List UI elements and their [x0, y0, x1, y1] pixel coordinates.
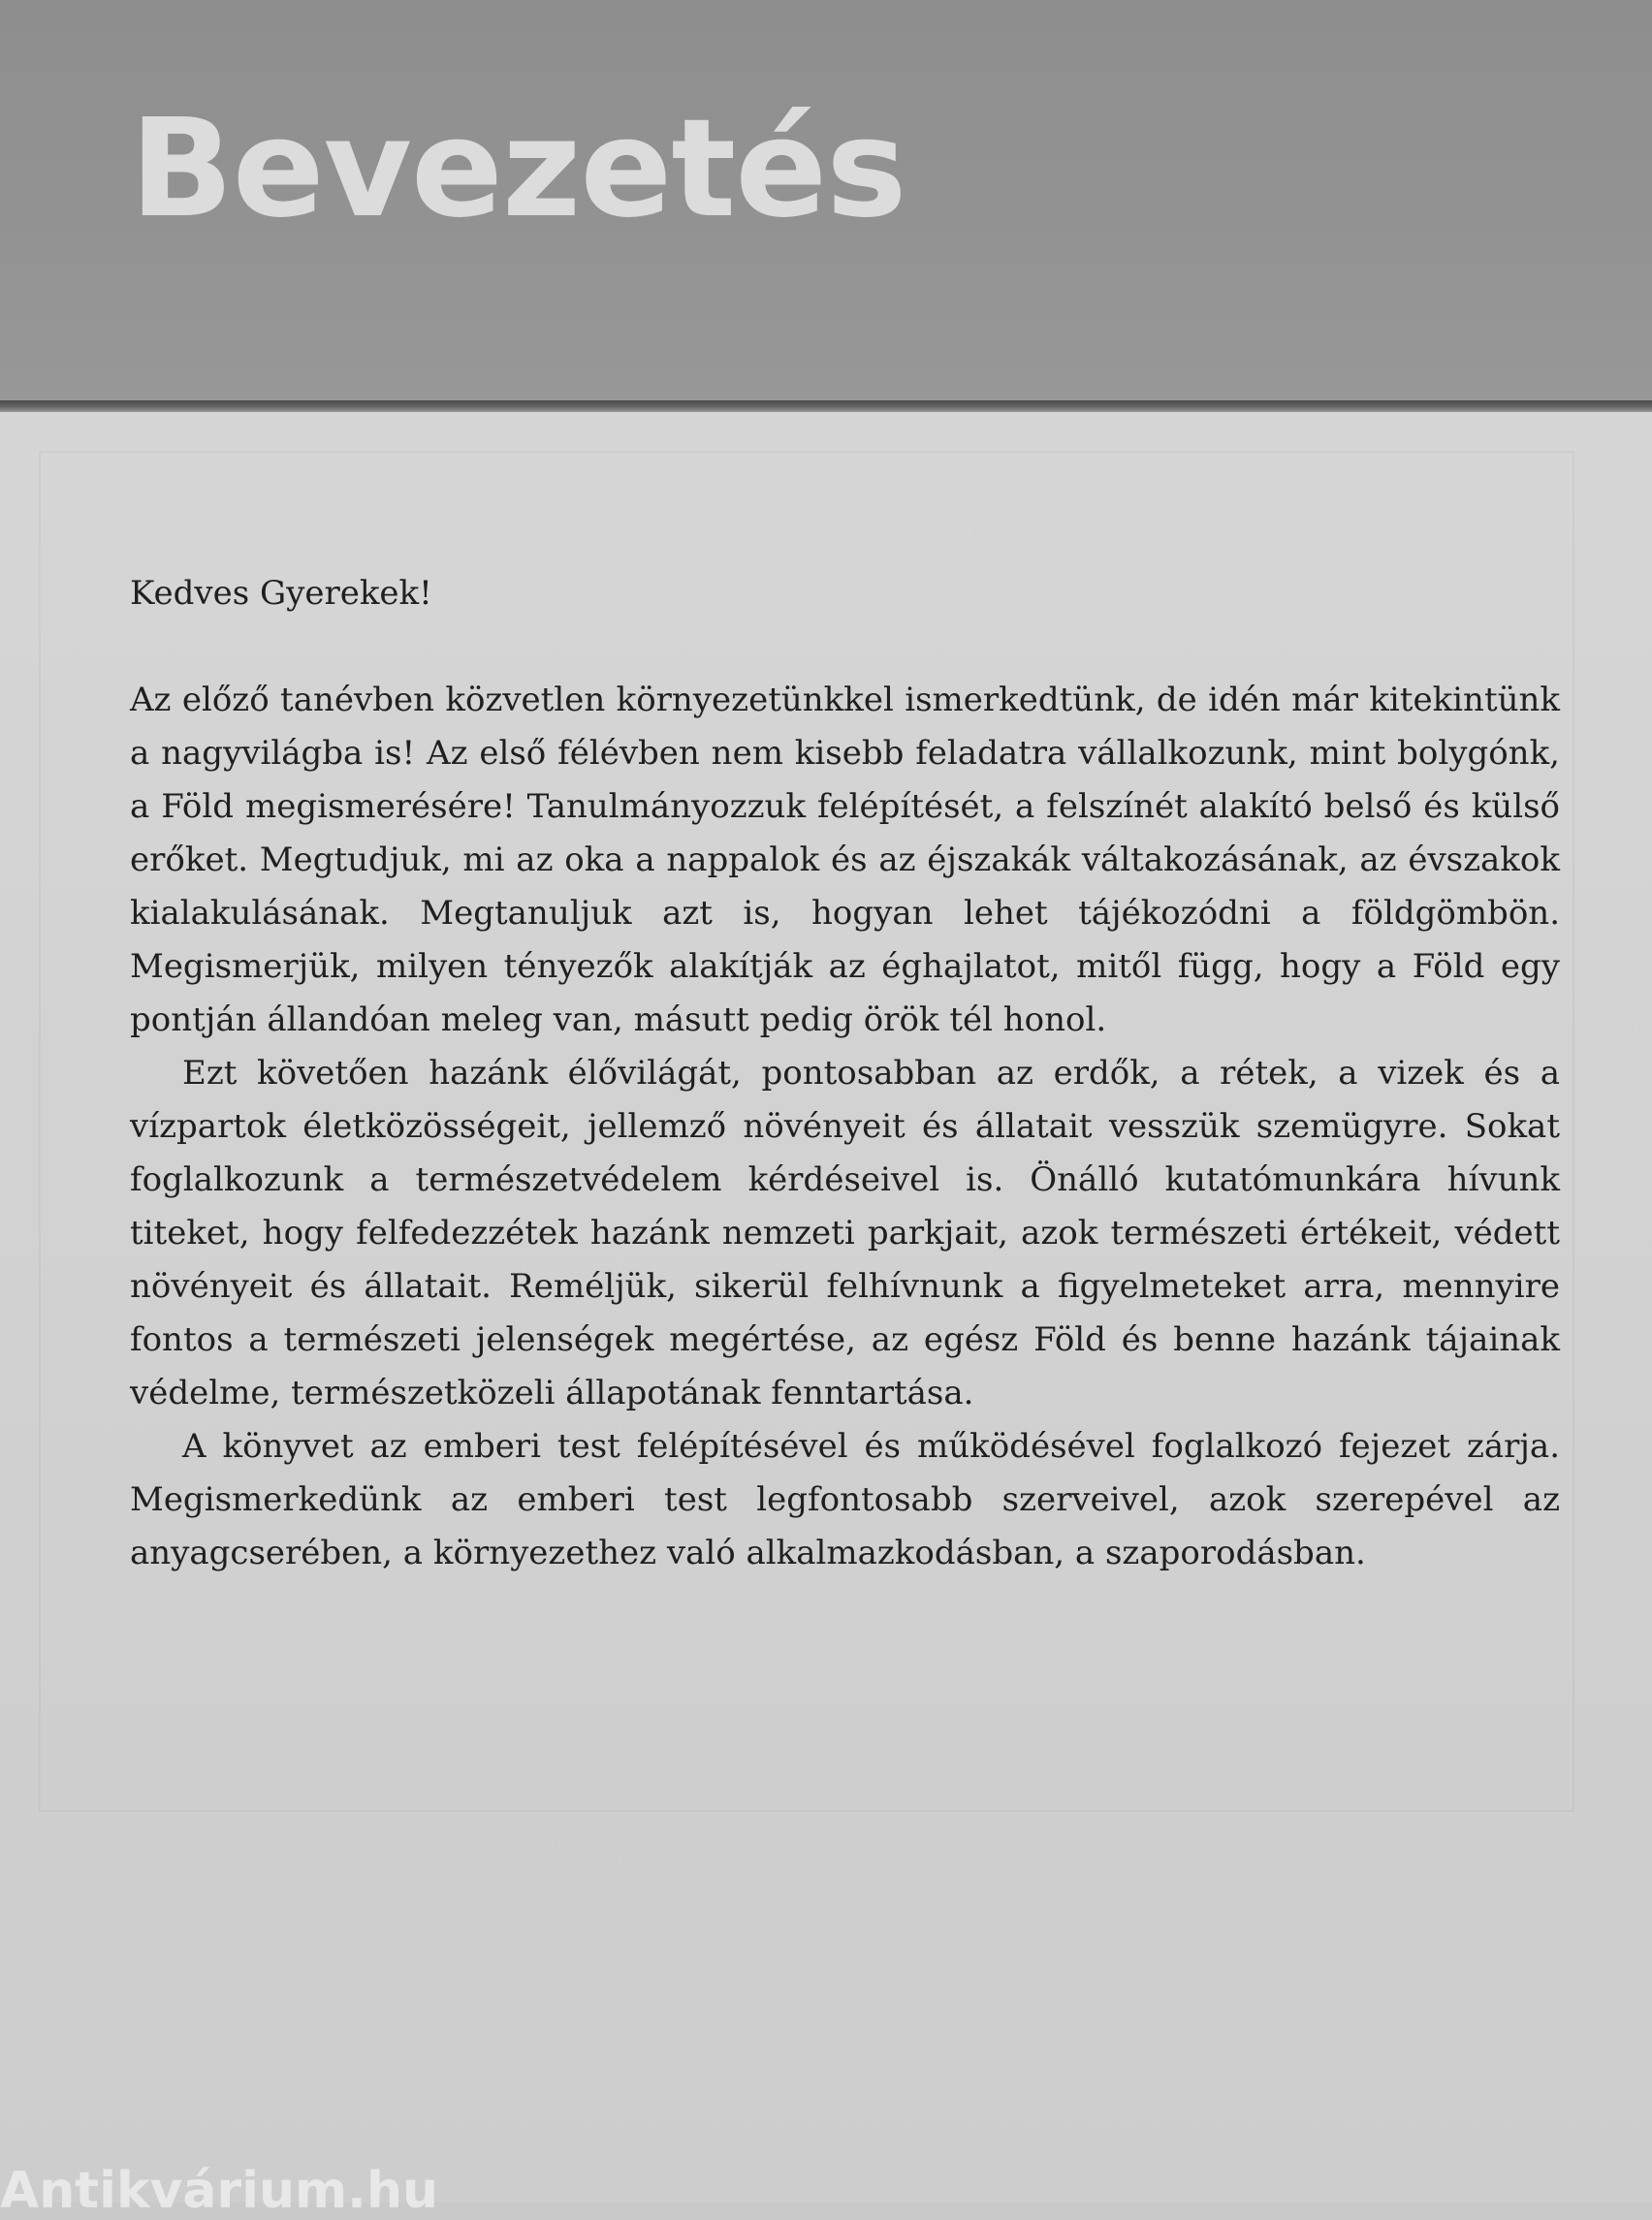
- paragraph-1: Az előző tanévben közvetlen környezetünkkel ismerkedtünk, de idén már kitekintünk a nagyvilágba is! Az első félévben nem kisebb feladatra vállalkozunk, mint bolygónk, a Föld megismerésére! Tanulmányozzuk felépítését, a felszínét alakító belső és külső erőket. Megtudjuk, mi az oka a nappalok és az éjszakák váltakozásának, az évszakok kialakulásának. Megtanuljuk azt is, hogyan lehet tájékozódni a földgömbön. Megismerjük, milyen tényezők alakítják az éghajlatot, mitől függ, hogy a Föld egy pontján állandóan meleg van, másutt pedig örök tél honol.: [130, 681, 1560, 1039]
- intro-text-block: [130, 567, 1560, 1580]
- chapter-header-band: [0, 0, 1652, 412]
- paragraph-2: Ezt követően hazánk élővilágát, pontosabban az erdők, a rétek, a vizek és a vízpartok életközösségeit, jellemző növényeit és állatait vesszük szemügyre. Sokat foglalkozunk a természetvédelem kérdéseivel is. Önálló kutatómunkára hívunk titeket, hogy felfedezzétek hazánk nemzeti parkjait, azok természeti értékeit, védett növényeit és állatait. Reméljük, sikerül felhívnunk a figyelmeteket arra, mennyire fontos a természeti jelenségek megértése, az egész Föld és benne hazánk tájainak védelme, természetközeli állapotának fenntartása.: [130, 1054, 1560, 1412]
- greeting: Kedves Gyerekek!: [130, 574, 432, 613]
- paragraph-3: A könyvet az emberi test felépítésével és működésével foglalkozó fejezet zárja. Megismerkedünk az emberi test legfontosabb szerveivel, azok szerepével az anyagcserében, a környezethez való alkalmazkodásban, a szaporodásban.: [130, 1427, 1560, 1572]
- page-title: Bevezetés: [130, 90, 906, 248]
- watermark: Antikvárium.hu: [0, 2162, 438, 2220]
- page-body: [0, 412, 1652, 2220]
